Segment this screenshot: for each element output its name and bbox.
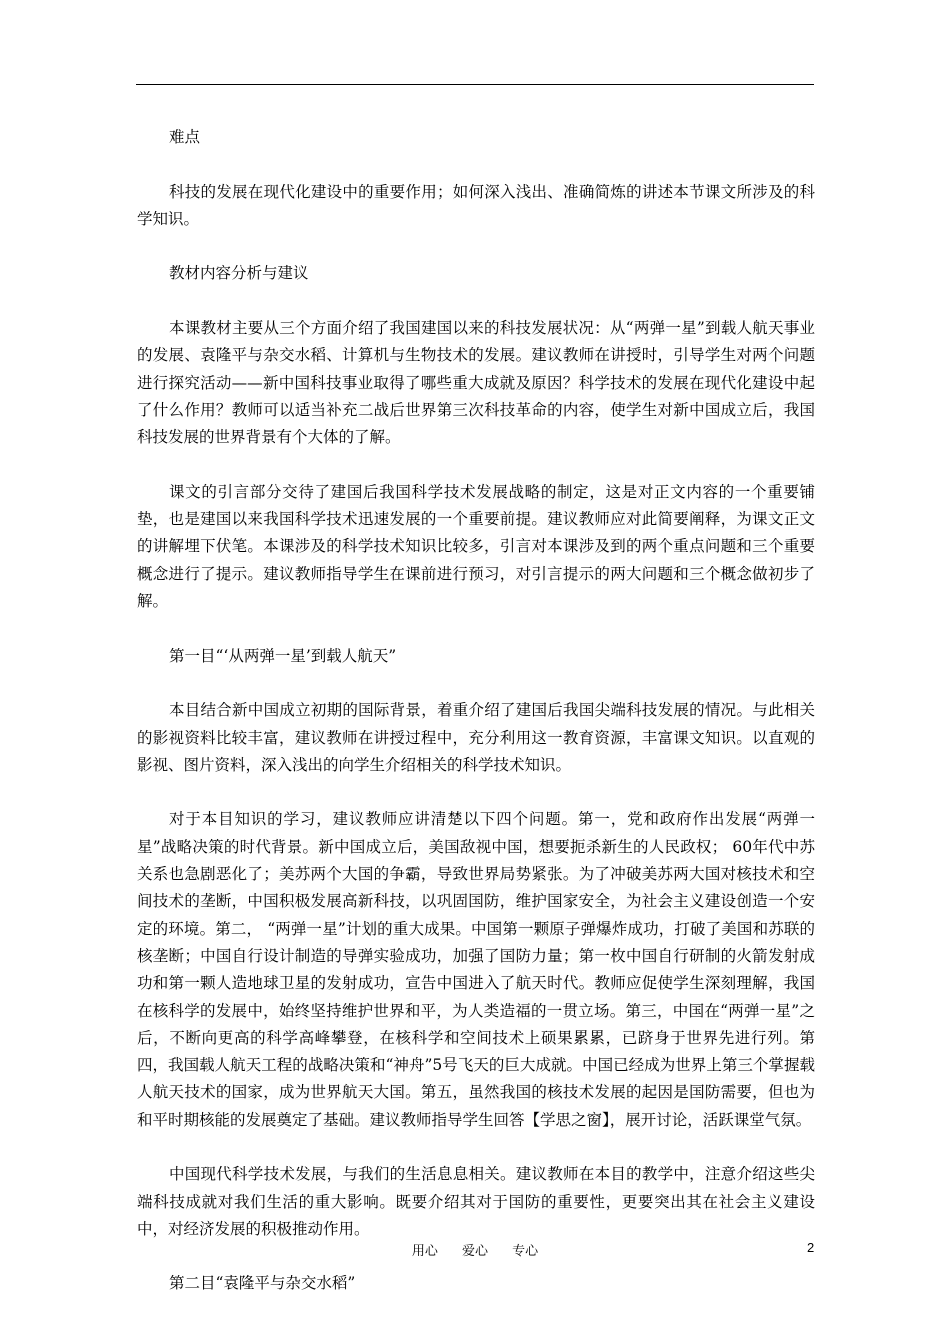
page-footer	[0, 1240, 950, 1264]
heading-section-one: 第一目“‘从两弹一星’到载人航天”	[169, 646, 397, 665]
heading-analysis: 教材内容分析与建议	[169, 264, 309, 283]
heading-difficulty: 难点	[169, 128, 201, 146]
document-body	[137, 124, 815, 1325]
paragraph-section-one-impact: 中国现代科学技术发展，与我们的生活息息相关。建议教师在本目的教学中，注意介绍这些尖端科技成就对我们生活的重大影响。既要介绍其对于国防的重要性，更要突出其在社会主义建设中，对经济发展的积极推动作用。	[137, 1165, 815, 1238]
page-number: 2	[807, 1240, 815, 1255]
paragraph-overview: 本课教材主要从三个方面介绍了我国建国以来的科技发展状况：从“两弹一星”到载人航天事业的发展、袁隆平与杂交水稻、计算机与生物技术的发展。建议教师在讲授时，引导学生对两个问题进行探究活动——新中国科技事业取得了哪些重大成就及原因？科学技术的发展在现代化建设中起了什么作用？教师可以适当补充二战后世界第三次科技革命的内容，使学生对新中国成立后，我国科技发展的世界背景有个大体的了解。	[137, 319, 815, 447]
heading-section-two: 第二目“袁隆平与杂交水稻”	[169, 1274, 356, 1293]
paragraph-introduction: 课文的引言部分交待了建国后我国科学技术发展战略的制定，这是对正文内容的一个重要铺垫，也是建国以来我国科学技术迅速发展的一个重要前提。建议教师应对此简要阐释，为课文正文的讲解埋下伏笔。本课涉及的科学技术知识比较多，引言对本课涉及到的两个重点问题和三个重要概念进行了提示。建议教师指导学生在课前进行预习，对引言提示的两大问题和三个概念做初步了解。	[137, 482, 815, 611]
footer-slogan: 用心 爱心 专心	[411, 1244, 539, 1259]
paragraph-section-one-points: 对于本目知识的学习，建议教师应讲清楚以下四个问题。第一，党和政府作出发展“两弹一星”战略决策的时代背景。新中国成立后，美国敌视中国，想要扼杀新生的人民政权； 60年代中苏关系也急剧恶化了；美苏两个大国的争霸，导致世界局势紧张。为了冲破美苏两大国对核技术和空间技术的垄断，中国积极发展高新科技，以巩固国防，维护国家安全，为社会主义建设创造一个安定的环境。第二， “两弹一星”计划的重大成果。中国第一颗原子弹爆炸成功，打破了美国和苏联的核垄断；中国自行设计制造的导弹实验成功，加强了国防力量；第一枚中国自行研制的火箭发射成功和第一颗人造地球卫星的发射成功，宣告中国进入了航天时代。教师应促使学生深刻理解，我国在核科学的发展中，始终坚持维护世界和平，为人类造福的一贯立场。第三，中国在“两弹一星”之后，不断向更高的科学高峰攀登，在核科学和空间技术上硕果累累，已跻身于世界先进行列。第四，我国载人航天工程的战略决策和“神舟”5号飞天的巨大成就。中国已经成为世界上第三个掌握载人航天技术的国家，成为世界航天大国。第五，虽然我国的核技术发展的起因是国防需要，但也为和平时期核能的发展奠定了基础。建议教师指导学生回答【学思之窗】，展开讨论，活跃课堂气氛。	[137, 810, 815, 1129]
paragraph-section-one-intro: 本目结合新中国成立初期的国际背景，着重介绍了建国后我国尖端科技发展的情况。与此相关的影视资料比较丰富，建议教师在讲授过程中，充分利用这一教育资源，丰富课文知识。以直观的影视、图片资料，深入浅出的向学生介绍相关的科学技术知识。	[137, 701, 815, 774]
paragraph-difficulty: 科技的发展在现代化建设中的重要作用；如何深入浅出、准确简炼的讲述本节课文所涉及的科学知识。	[137, 182, 815, 228]
header-rule	[136, 84, 814, 85]
